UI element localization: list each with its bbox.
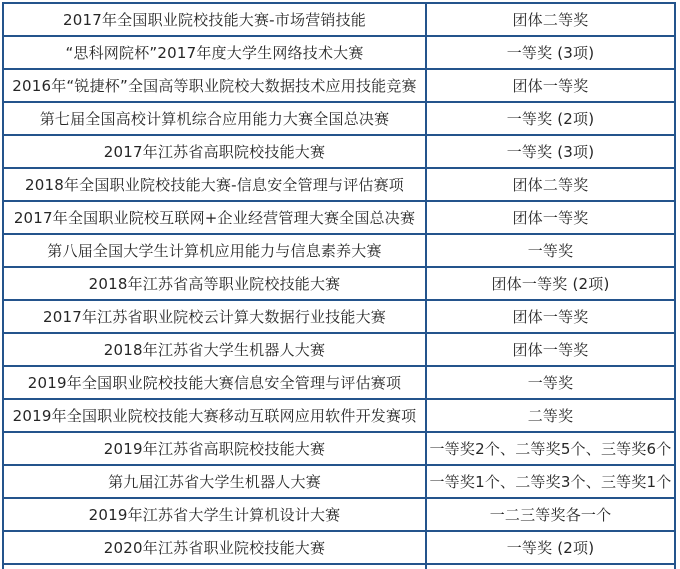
competition-name-cell: 2018年全国职业院校技能大赛-信息安全管理与评估赛项 bbox=[4, 169, 427, 200]
table-row bbox=[4, 103, 674, 136]
award-cell: 团体一等奖 bbox=[512, 308, 589, 326]
competition-name-cell: 2020年江苏省职业院校技能大赛 bbox=[4, 532, 427, 563]
clipped-partial-row bbox=[4, 565, 674, 569]
competition-name-cell: 2019年江苏省大学生计算机设计大赛 bbox=[4, 499, 427, 530]
table-row bbox=[4, 70, 674, 103]
award-cell: 一等奖 (3项) bbox=[506, 44, 595, 62]
award-cell: 团体二等奖 bbox=[512, 11, 589, 29]
competition-name-cell: 2019年江苏省高职院校技能大赛 bbox=[4, 433, 427, 464]
table-row bbox=[4, 136, 674, 169]
table-row bbox=[4, 301, 674, 334]
competition-name-cell: 2018年江苏省高等职业院校技能大赛 bbox=[4, 268, 427, 299]
table-row bbox=[4, 169, 674, 202]
competition-name-cell: 第七届全国高校计算机综合应用能力大赛全国总决赛 bbox=[4, 103, 427, 134]
award-cell bbox=[427, 565, 674, 569]
table-row bbox=[4, 37, 674, 70]
competition-name-cell: 第八届全国大学生计算机应用能力与信息素养大赛 bbox=[4, 235, 427, 266]
table-row bbox=[4, 499, 674, 532]
table-row bbox=[4, 367, 674, 400]
table-row bbox=[4, 466, 674, 499]
award-cell: 一二三等奖各一个 bbox=[489, 506, 612, 524]
competition-name-cell: “思科网院杯”2017年度大学生网络技术大赛 bbox=[4, 37, 427, 68]
table-row bbox=[4, 400, 674, 433]
table-row bbox=[4, 235, 674, 268]
table-row bbox=[4, 532, 674, 565]
awards-table bbox=[2, 2, 676, 569]
award-cell: 一等奖 (2项) bbox=[506, 539, 595, 557]
award-cell: 团体一等奖 bbox=[512, 209, 589, 227]
table-row bbox=[4, 268, 674, 301]
award-cell: 一等奖 bbox=[527, 374, 574, 392]
competition-name-cell: 第九届江苏省大学生机器人大赛 bbox=[4, 466, 427, 497]
table-row bbox=[4, 202, 674, 235]
award-cell: 一等奖 (2项) bbox=[506, 110, 595, 128]
award-cell: 团体一等奖 bbox=[512, 77, 589, 95]
table-row bbox=[4, 4, 674, 37]
table-row bbox=[4, 334, 674, 367]
award-cell: 二等奖 bbox=[527, 407, 574, 425]
competition-name-cell: 2017年江苏省职业院校云计算大数据行业技能大赛 bbox=[4, 301, 427, 332]
competition-name-cell: 2017年江苏省高职院校技能大赛 bbox=[4, 136, 427, 167]
award-cell: 团体二等奖 bbox=[512, 176, 589, 194]
competition-name-cell: 2018年江苏省大学生机器人大赛 bbox=[4, 334, 427, 365]
competition-name-cell: 2019年全国职业院校技能大赛移动互联网应用软件开发赛项 bbox=[4, 400, 427, 431]
award-cell: 一等奖 bbox=[527, 242, 574, 260]
award-cell: 一等奖 (3项) bbox=[506, 143, 595, 161]
award-cell: 团体一等奖 bbox=[512, 341, 589, 359]
award-cell: 团体一等奖 (2项) bbox=[491, 275, 610, 293]
competition-name-cell: 2017年全国职业院校技能大赛-市场营销技能 bbox=[4, 4, 427, 35]
award-cell: 一等奖2个、二等奖5个、三等奖6个 bbox=[429, 440, 672, 458]
competition-name-cell bbox=[4, 565, 427, 569]
award-cell: 一等奖1个、二等奖3个、三等奖1个 bbox=[429, 473, 672, 491]
competition-name-cell: 2017年全国职业院校互联网+企业经营管理大赛全国总决赛 bbox=[4, 202, 427, 233]
competition-name-cell: 2016年“锐捷杯”全国高等职业院校大数据技术应用技能竞赛 bbox=[4, 70, 427, 101]
table-row bbox=[4, 433, 674, 466]
competition-name-cell: 2019年全国职业院校技能大赛信息安全管理与评估赛项 bbox=[4, 367, 427, 398]
